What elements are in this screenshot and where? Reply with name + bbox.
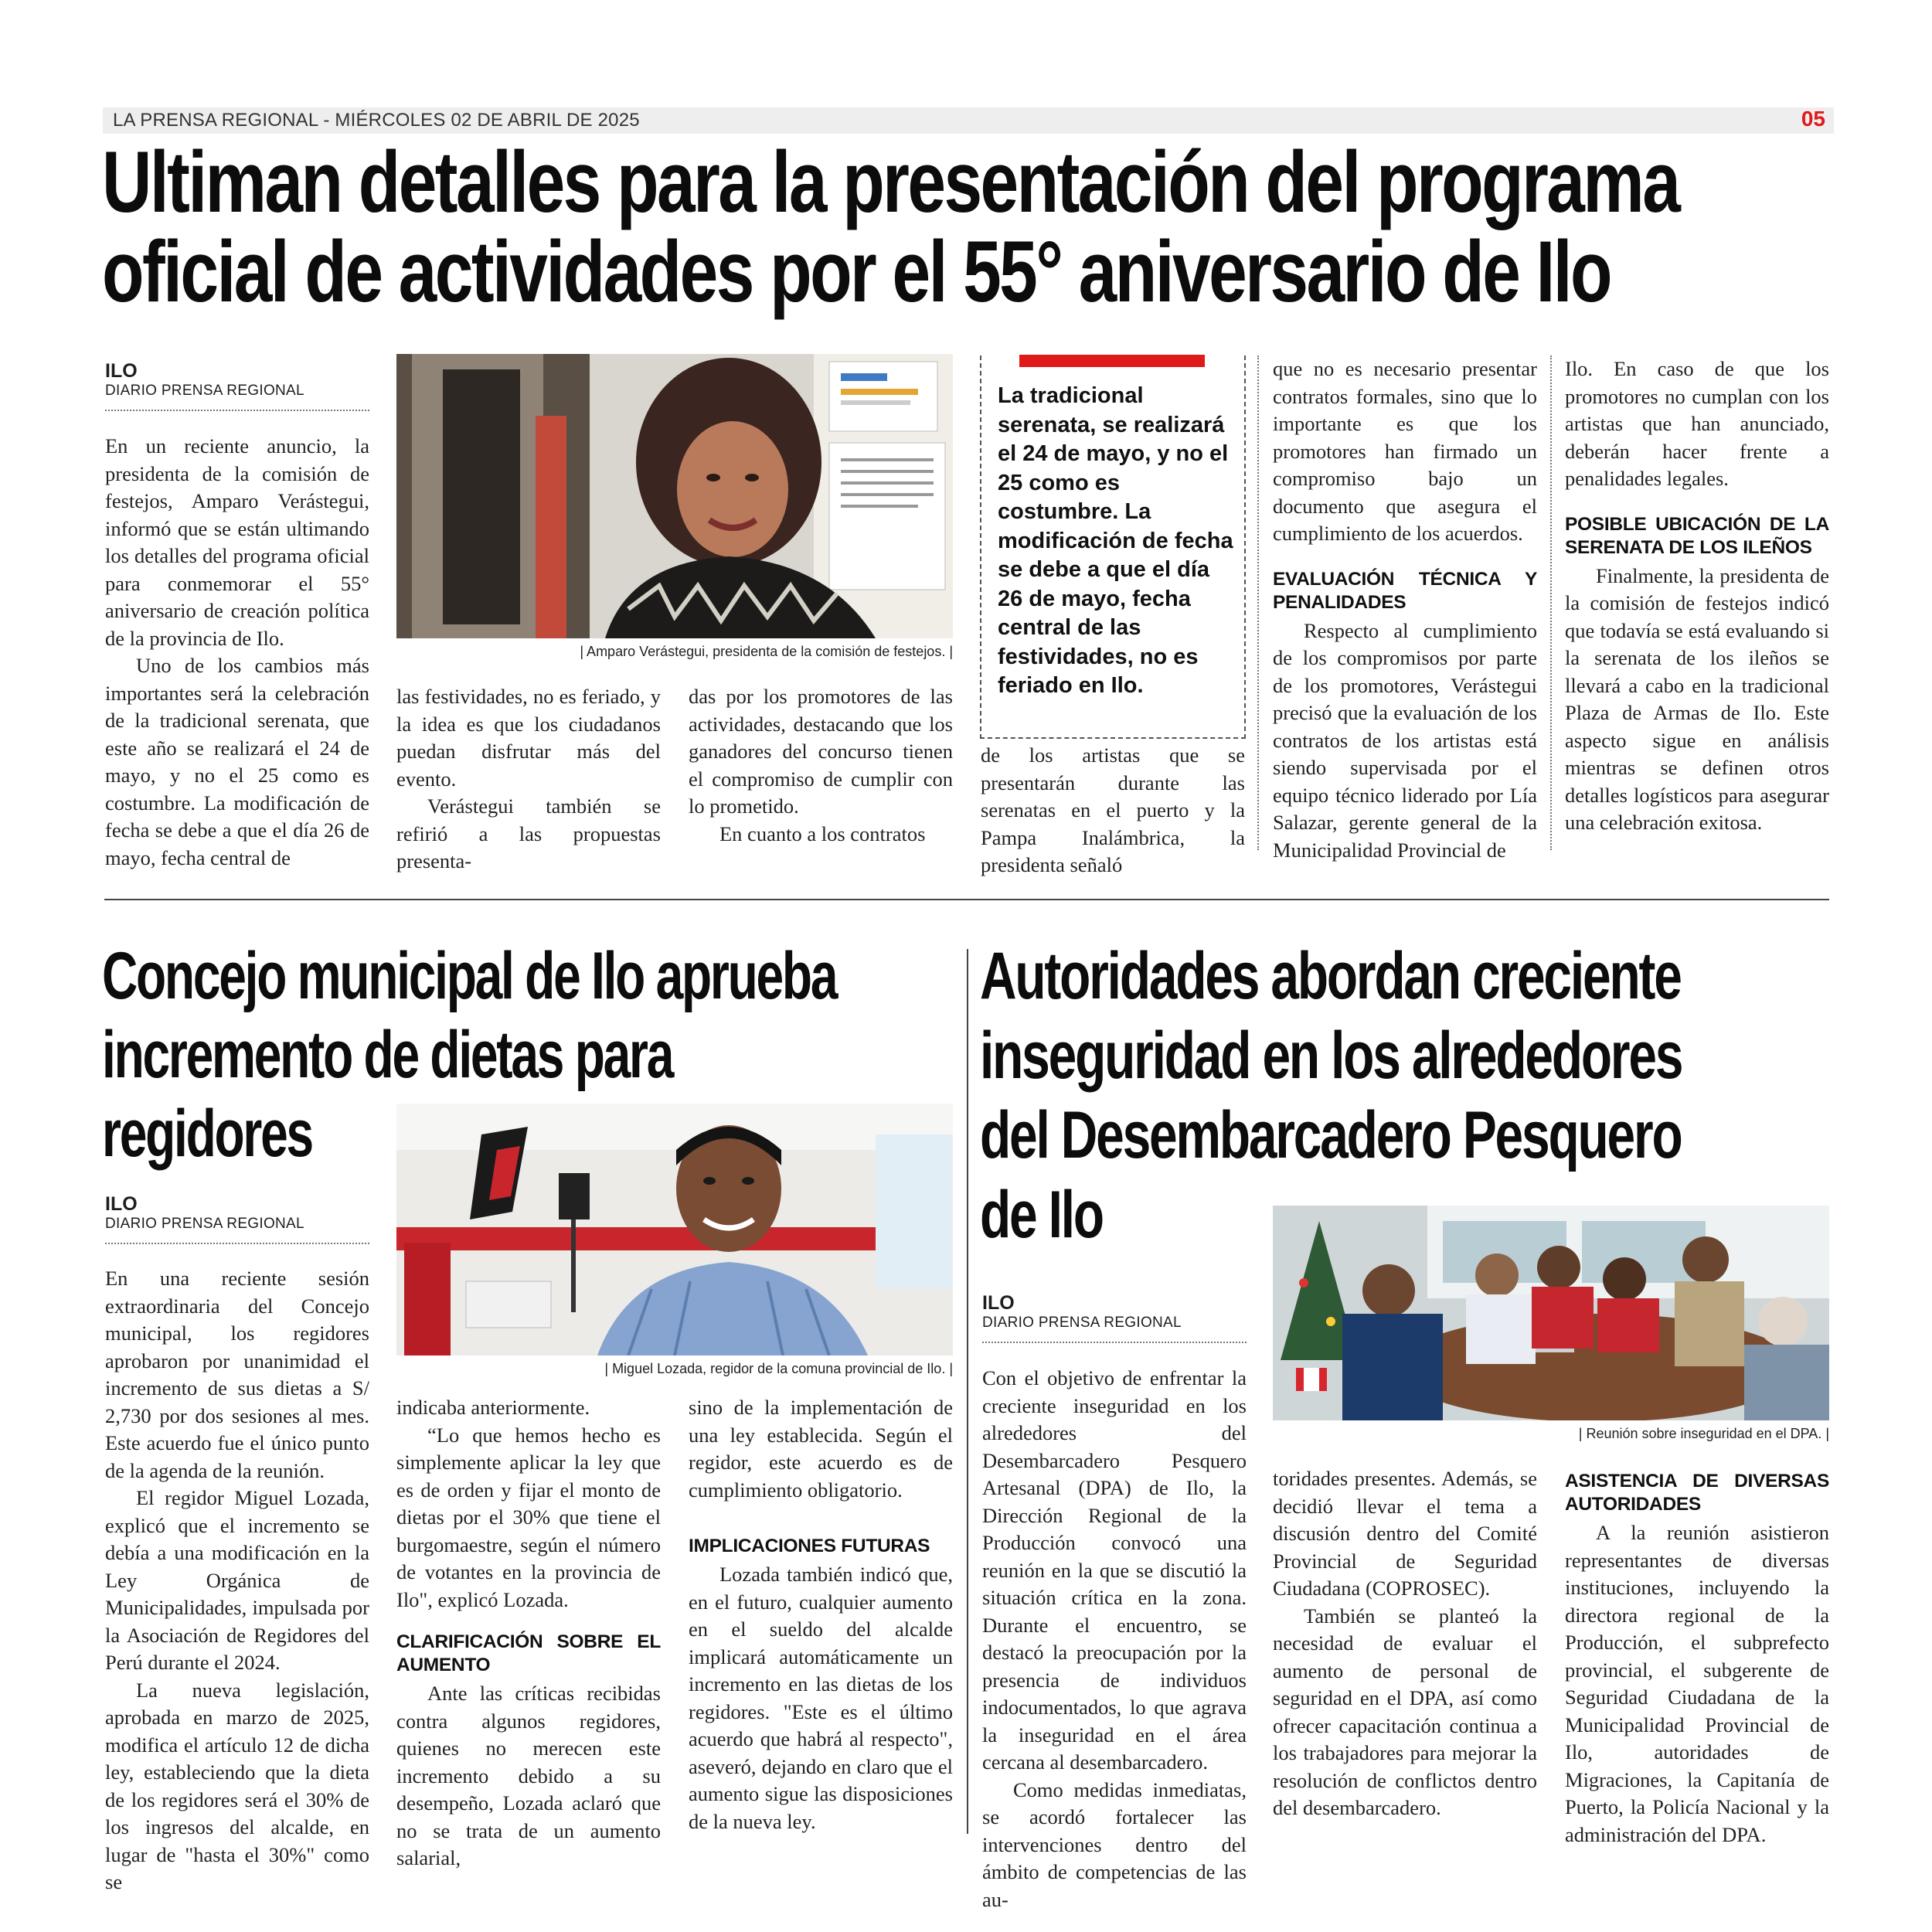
section-divider — [104, 899, 1829, 900]
column-separator — [1257, 355, 1259, 850]
byline-source: DIARIO PRENSA REGIONAL — [982, 1315, 1182, 1331]
paragraph: Ante las críticas recibidas contra algunos regidores, quienes no merecen este incremento debido a su desempeño, Lozada aclaró que no se trata de un aumento salarial, — [396, 1682, 661, 1869]
byline-divider — [105, 1243, 369, 1244]
byline-divider — [105, 410, 369, 411]
article1-col5 — [1273, 355, 1537, 864]
article1-col4 — [981, 742, 1245, 879]
paragraph: En una reciente sesión extraordinaria del Concejo municipal, los regidores aprobaron por unanimidad el incremento de sus dietas a S/ 2,730 por dos sesiones al mes. Este acuerdo fue el único punto de la agenda de la reunión. — [105, 1267, 369, 1482]
paragraph: das por los promotores de las actividades, destacando que los ganadores del concurso tienen el compromiso de cumplir con lo prometido. — [689, 685, 953, 818]
paragraph: Verástegui también se refirió a las propuestas presenta- — [396, 794, 661, 872]
article2-photo-caption: | Miguel Lozada, regidor de la comuna provincial de Ilo. | — [604, 1361, 953, 1376]
article2-headline-line1: Concejo municipal de Ilo aprueba — [102, 939, 837, 1013]
byline-city: ILO — [105, 360, 138, 382]
photo-reunion-dpa — [1273, 1206, 1829, 1420]
paragraph: En cuanto a los contratos — [719, 821, 926, 845]
article2-headline-line2: incremento de dietas para — [102, 1018, 673, 1092]
paragraph: Uno de los cambios más importantes será la celebración de la tradicional serenata, que este año se realizará el 24 de mayo, y no el 25 como es costumbre. La modificación de fecha se debe a que el día 26 de mayo, fecha central de — [105, 654, 369, 869]
article3-col2 — [1273, 1465, 1537, 1822]
article1-photo — [396, 354, 953, 638]
article1-byline — [105, 360, 369, 411]
article2-col2 — [396, 1394, 661, 1872]
paragraph: Ilo. En caso de que los promotores no cumplan con los artistas que han anunciado, deberán hacer frente a penalidades legales. — [1565, 357, 1829, 490]
paragraph: En un reciente anuncio, la presidenta de la comisión de festejos, Amparo Verástegui, informó que se están ultimando los detalles del programa oficial para conmemorar el 55° aniversario de creación política de la provincia de Ilo. — [105, 434, 369, 650]
article1-col2 — [396, 683, 661, 876]
article3-headline-line3: del Desembarcadero Pesquero — [980, 1098, 1682, 1172]
header-text: LA PRENSA REGIONAL - MIÉRCOLES 02 DE ABRIL DE 2025 — [113, 110, 640, 131]
page-number: 05 — [1801, 107, 1825, 131]
paragraph: Finalmente, la presidenta de la comisión de festejos indicó que todavía se está evaluando si la serenata de los ileños se llevará a cabo en la tradicional Plaza de Armas de Ilo. Este aspecto sigue en análisis mientras se definen otros detalles logísticos para asegurar una celebración exitosa. — [1565, 563, 1829, 834]
article1-col1 — [105, 433, 369, 872]
photo-amparo-verastegui — [396, 354, 953, 638]
byline-city: ILO — [982, 1292, 1015, 1314]
paragraph: de los artistas que se presentarán durante las serenatas en el puerto y la Pampa Inalámbrica, la presidenta señaló — [981, 743, 1245, 876]
article3-photo — [1273, 1206, 1829, 1420]
photo-miguel-lozada — [396, 1104, 953, 1355]
article3-headline-line4: de Ilo — [980, 1178, 1103, 1252]
pull-quote-text: La tradicional serenata, se realizará el 24 de mayo, y no el 25 como es costumbre. La modificación de fecha se debe a que el día 26 de mayo, fecha central de las festividades, no es feriado en Ilo. — [998, 383, 1233, 698]
article-divider — [967, 949, 968, 1834]
article3-col3 — [1565, 1470, 1829, 1849]
article2-byline — [105, 1193, 369, 1244]
byline-source: DIARIO PRENSA REGIONAL — [105, 383, 304, 399]
paragraph: Lozada también indicó que, en el futuro, cualquier aumento en el sueldo del alcalde implicará automáticamente un incremento en las dietas de los regidores. "Este es el último acuerdo que habrá al respecto", aseveró, dejando en claro que el aumento sigue las disposiciones de la nueva ley. — [689, 1563, 953, 1833]
paragraph: que no es necesario presentar contratos formales, sino que lo importante es que los promotores han firmado un compromiso bajo un documento que asegura el cumplimiento de los acuerdos. — [1273, 357, 1537, 545]
article3-photo-caption: | Reunión sobre inseguridad en el DPA. | — [1578, 1426, 1829, 1441]
paragraph: El regidor Miguel Lozada, explicó que el incremento se debía a una modificación en la Ley Orgánica de Municipalidades, impulsada por la Asociación de Regidores del Perú durante el 2024. — [105, 1486, 369, 1674]
byline-divider — [982, 1342, 1247, 1343]
article3-headline-line2: inseguridad en los alrededores — [980, 1019, 1682, 1093]
paragraph: Con el objetivo de enfrentar la creciente inseguridad en los alrededores del Desembarcadero Pesquero Artesanal (DPA) de Ilo, la Dirección Regional de la Producción convocó una reunión en la que se discutió la situación crítica en la zona. Durante el encuentro, se destacó la preocupación por la presencia de individuos indocumentados, lo que agrava la inseguridad en el área cercana al desembarcadero. — [982, 1366, 1247, 1774]
byline-source: DIARIO PRENSA REGIONAL — [105, 1216, 304, 1232]
paragraph: las festividades, no es feriado, y la idea es que los ciudadanos puedan disfrutar más del evento. — [396, 685, 661, 791]
article2-col3 — [689, 1394, 953, 1835]
paragraph: Respecto al cumplimiento de los compromisos por parte de los promotores, Verástegui precisó que la evaluación de los contratos de los artistas está siendo supervisada por el equipo técnico liderado por Lía Salazar, gerente general de la Municipalidad Provincial de — [1273, 618, 1537, 862]
paragraph: La nueva legislación, aprobada en marzo de 2025, modifica el artículo 12 de dicha ley, estableciendo que la dieta de los regidores será el 30% de los ingresos del alcalde, en lugar de "hasta el 30%" como se — [105, 1678, 369, 1893]
article3-col1 — [982, 1365, 1247, 1913]
subhead-clarificacion: CLARIFICACIÓN SOBRE EL AUMENTO — [396, 1631, 661, 1675]
subhead-asistencia: ASISTENCIA DE DIVERSAS AUTORIDADES — [1565, 1471, 1829, 1515]
article1-headline-line2: oficial de actividades por el 55° aniversario de Ilo — [102, 223, 1611, 320]
paragraph: También se planteó la necesidad de evaluar el aumento de personal de seguridad en el DPA, así como ofrecer capacitación continua a los trabajadores para mejorar la resolución de conflictos dentro del desembarcadero. — [1273, 1604, 1537, 1819]
article1-col6 — [1565, 355, 1829, 837]
paragraph: “Lo que hemos hecho es simplemente aplicar la ley que es de orden y fijar el monto de dietas por el 30% que tiene el burgomaestre, según el número de votantes en la provincia de Ilo", explicó Lozada. — [396, 1423, 661, 1611]
subhead-implicaciones: IMPLICACIONES FUTURAS — [689, 1536, 930, 1556]
article2-photo — [396, 1104, 953, 1355]
paragraph: toridades presentes. Además, se decidió llevar el tema a discusión dentro del Comité Provincial de Seguridad Ciudadana (COPROSEC). — [1273, 1467, 1537, 1600]
subhead-evaluacion: EVALUACIÓN TÉCNICA Y PENALIDADES — [1273, 568, 1537, 613]
subhead-ubicacion: POSIBLE UBICACIÓN DE LA SERENATA DE LOS ILEÑOS — [1565, 513, 1829, 558]
column-separator — [1550, 355, 1552, 850]
article1-headline-line1: Ultiman detalles para la presentación del programa — [102, 134, 1679, 230]
paragraph: indicaba anteriormente. — [396, 1396, 590, 1419]
article3-byline — [982, 1292, 1247, 1343]
article1-headline — [102, 134, 1932, 320]
article3-headline-line1: Autoridades abordan creciente — [980, 939, 1681, 1013]
paragraph: sino de la implementación de una ley establecida. Según el regidor, este acuerdo es de cumplimiento obligatorio. — [689, 1396, 953, 1502]
article2-headline-line3: regidores — [102, 1097, 312, 1171]
paragraph: A la reunión asistieron representantes de diversas instituciones, incluyendo la directora regional de la Producción, el subprefecto provincial, el subgerente de Seguridad Ciudadana de la Municipalidad Provincial de Ilo, autoridades de Migraciones, la Capitanía de Puerto, la Policía Nacional y la administración del DPA. — [1565, 1521, 1829, 1846]
byline-city: ILO — [105, 1193, 138, 1215]
article1-col3 — [689, 683, 953, 848]
paragraph: Como medidas inmediatas, se acordó fortalecer las intervenciones dentro del ámbito de competencias de las au- — [982, 1777, 1247, 1911]
article1-photo-caption: | Amparo Verástegui, presidenta de la comisión de festejos. | — [580, 644, 953, 659]
article2-col1 — [105, 1265, 369, 1896]
